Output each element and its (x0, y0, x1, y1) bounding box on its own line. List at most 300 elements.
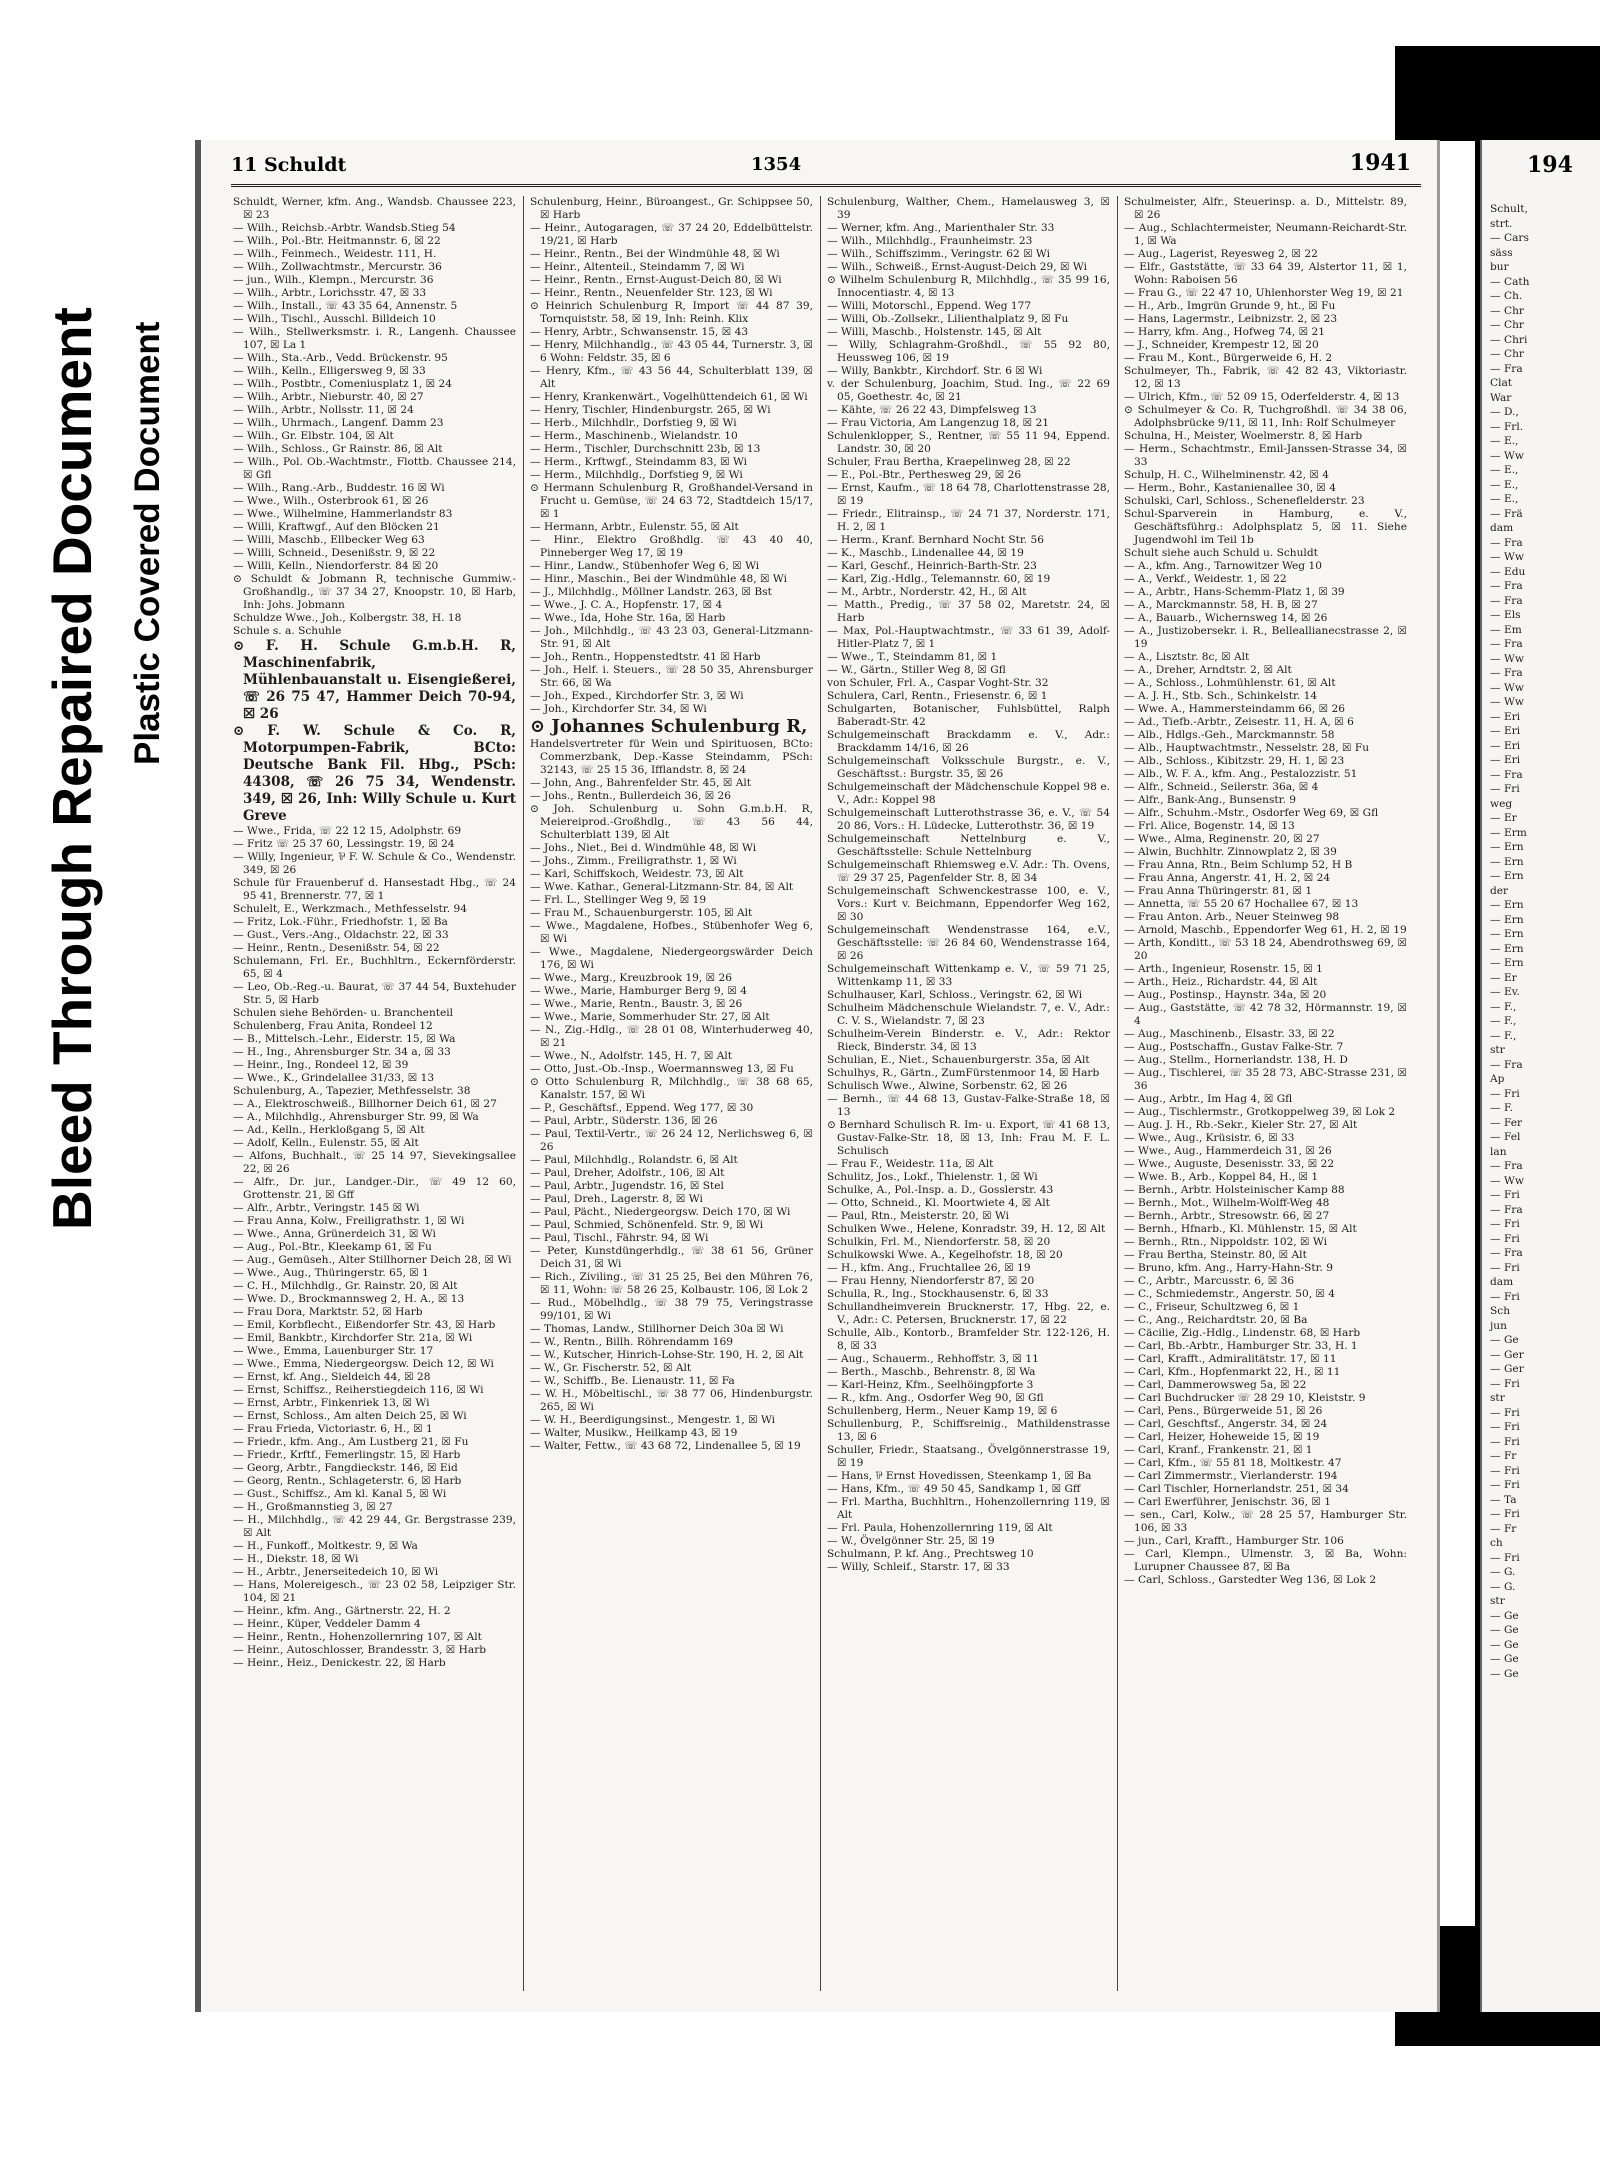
next-page-line: — Fri (1490, 1479, 1520, 1491)
next-page-line: — Fri (1490, 1290, 1520, 1303)
directory-entry: — Wilh., Milchhdlg., Fraunheimstr. 23 (827, 235, 1033, 247)
directory-entry: — Frau Bertha, Steinstr. 80, ☒ Alt (1124, 1249, 1307, 1261)
directory-entry: — W., Schiffb., Be. Lienaustr. 11, ☒ Fa (530, 1375, 735, 1387)
directory-entry: — Wwe., Wilh., Osterbrook 61, ☒ 26 (233, 495, 429, 507)
next-page-line: — E., (1490, 493, 1519, 505)
directory-entry: — Carl Ewerführer, Jenischstr. 36, ☒ 1 (1124, 1496, 1331, 1508)
next-page-line: — F., (1490, 1029, 1517, 1042)
directory-entry: von Schuler, Frl. A., Caspar Voght-Str. 32 (827, 677, 1049, 689)
directory-entry: — Bernh., Rtn., Nippoldstr. 102, ☒ Wi (1124, 1236, 1327, 1248)
next-page-line: — E., (1490, 435, 1519, 447)
next-page-line: — Fr (1490, 1450, 1517, 1462)
directory-entry: — Gust., Vers.-Ang., Oldachstr. 22, ☒ 33 (233, 929, 449, 941)
directory-entry: Schulmeister, Alfr., Steuerinsp. a. D., Mittelstr. 89, ☒ 26 (1124, 196, 1407, 221)
directory-entry: — Frau Henny, Niendorferstr 87, ☒ 20 (827, 1275, 1035, 1287)
directory-entry: — Heinr., Altenteil., Steindamm 7, ☒ Wi (530, 261, 745, 273)
directory-entry: Schulmeyer, Th., Fabrik, ☏ 42 82 43, Viktoriastr. 12, ☒ 13 (1124, 365, 1407, 390)
directory-entry: — Wwe., N., Adolfstr. 145, H. 7, ☒ Alt (530, 1050, 732, 1062)
next-page-line: — Frl. (1490, 420, 1524, 433)
directory-entry: — Wilh., Schiffszimm., Veringstr. 62 ☒ Wi (827, 248, 1051, 260)
directory-entry: — A., Verkf., Weidestr. 1, ☒ 22 (1124, 573, 1287, 585)
next-page-line: — D., (1490, 406, 1519, 418)
directory-entry: — Frau G., ☏ 22 47 10, Uhlenhorster Weg 19, ☒ 21 (1124, 287, 1404, 299)
directory-entry: — Wwe., Magdalene, Hofbes., Stübenhofer Weg 6, ☒ Wi (530, 920, 813, 945)
directory-entry: — Carl, Pens., Bürgerweide 51, ☒ 26 (1124, 1405, 1323, 1417)
next-page-line: — Fri (1490, 1421, 1520, 1433)
directory-entry: — Karl, Schiffskoch, Weidestr. 73, ☒ Alt (530, 868, 744, 880)
directory-column-2 (530, 196, 813, 1996)
directory-entry: — Wwe., Marie, Hamburger Berg 9, ☒ 4 (530, 985, 748, 997)
directory-entry: — K., Maschb., Lindenallee 44, ☒ 19 (827, 547, 1024, 559)
directory-entry: ⊙ Schuldt & Jobmann R, technische Gummiw.-Großhandlg., ☏ 37 34 27, Knoopstr. 10, ☒ Harb, Inh: Johs. Jobmann (233, 573, 516, 611)
directory-entry: — H., Arbtr., Jenerseitedeich 10, ☒ Wi (233, 1566, 439, 1578)
next-page-line: — Ev. (1490, 986, 1520, 998)
directory-entry: Schulkin, Frl. M., Niendorferstr. 58, ☒ 20 (827, 1236, 1051, 1248)
directory-entry: Schulmann, P. kf. Ang., Prechtsweg 10 (827, 1548, 1034, 1560)
directory-entry: — Emil, Korbflecht., Eißendorfer Str. 43, ☒ Harb (233, 1319, 496, 1331)
directory-entry: — Arnold, Maschb., Eppendorfer Weg 61, H. 2, ☒ 19 (1124, 924, 1407, 936)
directory-entry: — Wwe., Emma, Niedergeorgsw. Deich 12, ☒ Wi (233, 1358, 494, 1370)
directory-entry: — Wwe., J. C. A., Hopfenstr. 17, ☒ 4 (530, 599, 723, 611)
directory-entry: — Carl, Kfm., ☏ 55 81 18, Moltkestr. 47 (1124, 1457, 1342, 1469)
next-page-line: — Fra (1490, 594, 1523, 607)
directory-entry: — Wilh., Zollwachtmstr., Mercurstr. 36 (233, 261, 442, 273)
directory-entry: — Heinr., Autoschlosser, Brandesstr. 3, ☒ Harb (233, 1644, 487, 1656)
directory-entry: — Hinr., Maschin., Bei der Windmühle 48, ☒ Wi (530, 573, 787, 585)
next-page-line: — Er (1490, 812, 1517, 824)
next-page-line: — Eri (1490, 725, 1521, 737)
directory-entry: Schulisch Wwe., Alwine, Sorbenstr. 62, ☒ 26 (827, 1080, 1068, 1092)
directory-entry: — Paul, Rtn., Meisterstr. 20, ☒ Wi (827, 1210, 1010, 1222)
directory-entry: — Wwe., Aug., Hammerdeich 31, ☒ 26 (1124, 1145, 1332, 1157)
directory-entry: Schulian, E., Niet., Schauenburgerstr. 35a, ☒ Alt (827, 1054, 1090, 1066)
directory-entry: — Wilh., Tischl., Ausschl. Billdeich 10 (233, 313, 436, 325)
directory-entry: — Hans, Molereigesch., ☏ 23 02 58, Leipziger Str. 104, ☒ 21 (233, 1579, 516, 1604)
directory-entry: — Willi, Kraftwgf., Auf den Blöcken 21 (233, 521, 440, 533)
directory-entry: — Wwe. B., Arb., Koppel 84, H., ☒ 1 (1124, 1171, 1319, 1183)
sidebar-label-primary: Bleed Through Repaired Document (41, 307, 103, 1230)
directory-entry: — Hinr., Landw., Stübenhofer Weg 6, ☒ Wi (530, 560, 760, 572)
directory-entry: — Wilh., Rang.-Arb., Buddestr. 16 ☒ Wi (233, 482, 445, 494)
directory-entry: — Wilh., Arbtr., Lorichsstr. 47, ☒ 33 (233, 287, 427, 299)
directory-entry: — Willi, Kelln., Niendorferstr. 84 ☒ 20 (233, 560, 439, 572)
directory-entry: Schulemann, Frl. Er., Buchhltrn., Eckernförderstr. 65, ☒ 4 (233, 955, 516, 980)
next-page-line: lan (1490, 1145, 1507, 1158)
directory-entry: — Frau Anna Thüringerstr. 81, ☒ 1 (1124, 885, 1313, 897)
directory-entry: — Wilh., Install., ☏ 43 35 64, Annenstr. 5 (233, 300, 458, 312)
directory-entry: — Carl, Geschftsf., Angerstr. 34, ☒ 24 (1124, 1418, 1328, 1430)
directory-entry: — Harry, kfm. Ang., Hofweg 74, ☒ 21 (1124, 326, 1326, 338)
directory-entry: ⊙ Joh. Schulenburg u. Sohn G.m.b.H. R, Meiereiprod.-Großhdlg., ☏ 43 56 44, Schulterblatt 139, ☒ Alt (530, 803, 813, 841)
directory-column-3 (827, 196, 1110, 1996)
directory-entry: — Arth., Ingenieur, Rosenstr. 15, ☒ 1 (1124, 963, 1323, 975)
directory-entry: — Hinr., Elektro Großhdlg. ☏ 43 40 40, Pinneberger Weg 17, ☒ 19 (530, 534, 813, 559)
directory-entry: ⊙ Bernhard Schulisch R. Im- u. Export, ☏ 41 68 13, Gustav-Falke-Str. 18, ☒ 13, Inh: Frau M. F. L. Schulisch (827, 1119, 1110, 1157)
directory-entry: — Henry, Arbtr., Schwansenstr. 15, ☒ 43 (530, 326, 749, 338)
directory-column-4 (1124, 196, 1407, 1996)
directory-entry: — Frl. Alice, Bogenstr. 14, ☒ 13 (1124, 820, 1295, 832)
directory-entry: — Wilh., Uhrmach., Langenf. Damm 23 (233, 417, 444, 429)
next-page-line: strt. (1490, 217, 1513, 230)
directory-entry: — Walter, Fettw., ☏ 43 68 72, Lindenallee 5, ☒ 19 (530, 1440, 801, 1452)
directory-entry: — Heinr., kfm. Ang., Gärtnerstr. 22, H. 2 (233, 1605, 451, 1617)
directory-entry: — Paul, Arbtr., Jugendstr. 16, ☒ Stel (530, 1180, 724, 1192)
directory-entry: — Wwe., Aug., Krüsistr. 6, ☒ 33 (1124, 1132, 1295, 1144)
next-page-line: Ap (1490, 1073, 1505, 1085)
directory-entry: — Fritz ☏ 25 37 60, Lessingstr. 19, ☒ 24 (233, 838, 455, 850)
directory-entry: — Alwin, Buchhltr. Zinnowplatz 2, ☒ 39 (1124, 846, 1337, 858)
directory-entry: Schulgemeinschaft Nettelnburg e. V., Geschäftsstelle: Schule Nettelnburg (827, 833, 1110, 858)
next-page-line: — Ww (1490, 449, 1524, 462)
next-page-line: Schult, (1490, 203, 1528, 215)
directory-entry: — Frau M., Kont., Bürgerweide 6, H. 2 (1124, 352, 1333, 364)
next-page-line: War (1490, 391, 1512, 404)
directory-entry: — Wilh., Sta.-Arb., Vedd. Brückenstr. 95 (233, 352, 448, 364)
directory-entry: — Wwe., Auguste, Desenisstr. 33, ☒ 22 (1124, 1158, 1335, 1170)
directory-entry: — Otto, Schneid., Kl. Moortwiete 4, ☒ Alt (827, 1197, 1050, 1209)
next-page-line: — F., (1490, 1015, 1517, 1027)
directory-entry: — Aug., Schlachtermeister, Neumann-Reichardt-Str. 1, ☒ Wa (1124, 222, 1407, 247)
directory-entry: — Willi, Motorschl., Eppend. Weg 177 (827, 300, 1032, 312)
directory-entry: Schulelt, E., Werkzmach., Methfesselstr. 94 (233, 903, 468, 915)
next-page-line: Clat (1490, 377, 1513, 389)
next-page-line: — Fra (1490, 1160, 1523, 1172)
directory-entry: — Herm., Maschinenb., Wielandstr. 10 (530, 430, 738, 442)
directory-entry: Schulgarten, Botanischer, Fuhlsbüttel, Ralph Baberadt-Str. 42 (827, 703, 1110, 728)
sidebar-panel (0, 0, 185, 2177)
next-page-line: — Chr (1490, 348, 1524, 360)
next-page-line: — Ern (1490, 841, 1524, 853)
sidebar-label-secondary: Plastic Covered Document (128, 321, 167, 765)
next-page-column (1490, 202, 1598, 1681)
next-page-line: — Fri (1490, 1189, 1520, 1201)
header-left: 11 Schuldt (231, 154, 347, 176)
next-page-line: — Ge (1490, 1334, 1519, 1346)
next-page-line: — Fri (1490, 1464, 1520, 1477)
directory-entry: — Paul, Pächt., Niedergeorgsw. Deich 170, ☒ Wi (530, 1206, 791, 1218)
directory-entry: — Willy, Bankbtr., Kirchdorf. Str. 6 ☒ Wi (827, 365, 1043, 377)
directory-entry: — Aug., Maschinenb., Elsastr. 33, ☒ 22 (1124, 1028, 1335, 1040)
directory-entry: Schulenklopper, S., Rentner, ☏ 55 11 94, Eppend. Landstr. 30, ☒ 20 (827, 430, 1110, 455)
directory-entry: — Herm., Krftwgf., Steindamm 83, ☒ Wi (530, 456, 748, 468)
directory-entry: — N., Zig.-Hdlg., ☏ 28 01 08, Winterhuderweg 40, ☒ 21 (530, 1024, 813, 1049)
directory-entry: — Frl. L., Stellinger Weg 9, ☒ 19 (530, 894, 707, 906)
next-page-line: — Ge (1490, 1638, 1519, 1651)
directory-entry: — Kähte, ☏ 26 22 43, Dimpfelsweg 13 (827, 404, 1037, 416)
directory-entry: — Willi, Maschb., Ellbecker Weg 63 (233, 534, 425, 546)
directory-entry: — Georg, Rentn., Schlageterstr. 6, ☒ Harb (233, 1475, 462, 1487)
directory-entry: — Aug., Arbtr., Im Hag 4, ☒ Gfl (1124, 1093, 1293, 1105)
next-page-line: — Cars (1490, 232, 1529, 244)
directory-entry: — Gust., Schiffsz., Am kl. Kanal 5, ☒ Wi (233, 1488, 447, 1500)
directory-entry: — Frau M., Schauenburgerstr. 105, ☒ Alt (530, 907, 753, 919)
directory-entry: — Aug., Lagerist, Reyesweg 2, ☒ 22 (1124, 248, 1318, 260)
directory-entry: Schulhys, R., Gärtn., ZumFürstenmoor 14, ☒ Harb (827, 1067, 1100, 1079)
directory-entry: — Hans, Kfm., ☏ 49 50 45, Sandkamp 1, ☒ Gff (827, 1483, 1081, 1495)
directory-entry: — Wwe., Ida, Hohe Str. 16a, ☒ Harb (530, 612, 726, 624)
next-page-line: — Erm (1490, 826, 1527, 839)
next-page-line: — Ern (1490, 899, 1524, 911)
directory-entry: Schulgemeinschaft Wittenkamp e. V., ☏ 59 71 25, Wittenkamp 11, ☒ 33 (827, 963, 1110, 988)
directory-entry: — Heinr., Rentn., Neuenfelder Str. 123, ☒ Wi (530, 287, 773, 299)
directory-entry: — Wilh., Arbtr., Nollsstr. 11, ☒ 24 (233, 404, 414, 416)
next-page-line: — Fra (1490, 1247, 1523, 1259)
directory-entry: Schuller, Friedr., Staatsang., Övelgönnerstrasse 19, ☒ 19 (827, 1444, 1110, 1469)
next-page-line: — Fra (1490, 580, 1523, 592)
directory-column-1 (233, 196, 516, 1996)
directory-entry: Schuldze Wwe., Joh., Kolbergstr. 38, H. 18 (233, 612, 462, 624)
directory-entry: — A. J. H., Stb. Sch., Schinkelstr. 14 (1124, 690, 1318, 702)
directory-entry: — Bernh., Arbtr. Holsteinischer Kamp 88 (1124, 1184, 1345, 1196)
directory-entry: Schulle, Alb., Kontorb., Bramfelder Str. 122-126, H. 8, ☒ 33 (827, 1327, 1110, 1352)
directory-entry: — Wwe., Aug., Thüringerstr. 65, ☒ 1 (233, 1267, 429, 1279)
directory-entry: — Heinr., Rentn., Desenißstr. 54, ☒ 22 (233, 942, 440, 954)
directory-entry: — E., Pol.-Btr., Perthesweg 29, ☒ 26 (827, 469, 1022, 481)
directory-entry: — Aug. J. H., Rb.-Sekr., Kieler Str. 27, ☒ Alt (1124, 1119, 1358, 1131)
directory-entry: — H., Diekstr. 18, ☒ Wi (233, 1553, 359, 1565)
directory-entry: — Heinr., Rentn., Hohenzollernring 107, ☒ Alt (233, 1631, 482, 1643)
directory-entry: — Herm., Milchhdlg., Dorfstieg 9, ☒ Wi (530, 469, 743, 481)
directory-entry: — Friedr., Elitrainsp., ☏ 24 71 37, Norderstr. 171, H. 2, ☒ 1 (827, 508, 1110, 533)
directory-entry: — H., Milchhdlg., ☏ 42 29 44, Gr. Bergstrasse 239, ☒ Alt (233, 1514, 516, 1539)
directory-entry: — Wilh., Reichsb.-Arbtr. Wandsb.Stieg 54 (233, 222, 456, 234)
directory-entry: — Paul, Textil-Vertr., ☏ 26 24 12, Nerlichsweg 6, ☒ 26 (530, 1128, 813, 1153)
next-page-line: — Chri (1490, 333, 1528, 346)
directory-entry: — A., Elektroschweiß., Billhorner Deich 61, ☒ 27 (233, 1098, 497, 1110)
directory-entry: Schullandheimverein Brucknerstr. 17, Hbg. 22, e. V., Adr.: C. Petersen, Brucknerstr. 17, ☒ 22 (827, 1301, 1110, 1326)
next-page-line: — E., (1490, 478, 1519, 491)
directory-entry: — Alfr., Dr. jur., Landger.-Dir., ☏ 49 12 60, Grottenstr. 21, ☒ Gff (233, 1176, 516, 1201)
directory-entry: — Paul, Tischl., Fährstr. 94, ☒ Wi (530, 1232, 709, 1244)
directory-entry: — Wilh., Stellwerksmstr. i. R., Langenh. Chaussee 107, ☒ La 1 (233, 326, 516, 351)
directory-entry: — Paul, Arbtr., Süderstr. 136, ☒ 26 (530, 1115, 718, 1127)
directory-entry: Schuldt, Werner, kfm. Ang., Wandsb. Chaussee 223, ☒ 23 (233, 196, 516, 221)
next-page-line: — Frä (1490, 507, 1523, 520)
next-page-line: — Fra (1490, 667, 1523, 679)
directory-entry: — Karl-Heinz, Kfm., Seelhöingpforte 3 (827, 1379, 1034, 1391)
directory-entry: — Wwe. A., Hammersteindamm 66, ☒ 26 (1124, 703, 1345, 715)
directory-entry: — P., Geschäftsf., Eppend. Weg 177, ☒ 30 (530, 1102, 754, 1114)
directory-entry: — Willi, Schneid., Desenißstr. 9, ☒ 22 (233, 547, 436, 559)
directory-entry: — Frau Anton. Arb., Neuer Steinweg 98 (1124, 911, 1340, 923)
next-page-line: — Ch. (1490, 290, 1523, 302)
directory-entry: Schulenberg, Frau Anita, Rondeel 12 (233, 1020, 433, 1032)
column-divider (1117, 196, 1118, 1991)
directory-entry: — Frau Dora, Marktstr. 52, ☒ Harb (233, 1306, 423, 1318)
directory-entry: — Alb., Schloss., Kibitzstr. 29, H. 1, ☒ 23 (1124, 755, 1345, 767)
directory-entry: — Wwe., Emma, Lauenburger Str. 17 (233, 1345, 434, 1357)
next-page-line: dam (1490, 1276, 1514, 1288)
directory-entry: — Wwe., Wilhelmine, Hammerlandstr 83 (233, 508, 453, 520)
directory-entry: Schulgemeinschaft der Mädchenschule Koppel 98 e. V., Adr.: Koppel 98 (827, 781, 1110, 806)
column-divider (523, 196, 524, 1991)
directory-entry: — A., Lisztstr. 8c, ☒ Alt (1124, 651, 1250, 663)
directory-entry: — Wwe. D., Brockmannsweg 2, H. A., ☒ 13 (233, 1293, 465, 1305)
next-page-line: — Ge (1490, 1667, 1519, 1680)
next-page-line: — Eri (1490, 754, 1521, 766)
directory-entry: Schulitz, Jos., Lokf., Thielenstr. 1, ☒ Wi (827, 1171, 1038, 1183)
directory-entry: — Paul, Dreh., Lagerstr. 8, ☒ Wi (530, 1193, 703, 1205)
next-page-fragment (1480, 140, 1600, 2012)
directory-entry: — C., Schmiedemstr., Angerstr. 50, ☒ 4 (1124, 1288, 1336, 1300)
directory-entry: — Wwe., Marie, Rentn., Baustr. 3, ☒ 26 (530, 998, 743, 1010)
directory-entry: — A., Arbtr., Hans-Schemm-Platz 1, ☒ 39 (1124, 586, 1345, 598)
directory-entry: Schulenburg, Heinr., Büroangest., Gr. Schippsee 50, ☒ Harb (530, 196, 813, 221)
next-page-line: — Chr (1490, 304, 1524, 317)
directory-entry: — Ernst, Schiffsz., Reiherstiegdeich 116, ☒ Wi (233, 1384, 484, 1396)
directory-entry: Schulp, H. C., Wilhelminenstr. 42, ☒ 4 (1124, 469, 1329, 481)
directory-entry: — Henry, Milchhandlg., ☏ 43 05 44, Turnerstr. 3, ☒ 6 Wohn: Feldstr. 35, ☒ 6 (530, 339, 813, 364)
directory-entry: — Rich., Ziviling., ☏ 31 25 25, Bei den Mühren 76, ☒ 11, Wohn: ☏ 58 26 25, Kolbaustr. 106, ☒ Lok 2 (530, 1271, 813, 1296)
directory-entry: — Adolf, Kelln., Eulenstr. 55, ☒ Alt (233, 1137, 419, 1149)
next-page-line: — Fri (1490, 1232, 1520, 1245)
directory-entry: Schulski, Carl, Schloss., Scheneflelderstr. 23 (1124, 495, 1365, 507)
directory-entry: — Alfr., Schneid., Seilerstr. 36a, ☒ 4 (1124, 781, 1319, 793)
directory-entry: — Paul, Schmied, Schönenfeld. Str. 9, ☒ Wi (530, 1219, 764, 1231)
directory-entry: Handelsvertreter für Wein und Spirituosen, BCto: Commerzbank, Dep.-Kasse Steindamm, PSch: 32143, ☏ 25 15 36, Ifflandstr. 8, ☒ 24 (530, 738, 813, 776)
directory-entry: ⊙ Johannes Schulenburg R, (530, 716, 808, 737)
directory-entry: — Ernst, Arbtr., Finkenriek 13, ☒ Wi (233, 1397, 430, 1409)
directory-entry: — A., Bauarb., Wichernsweg 14, ☒ 26 (1124, 612, 1328, 624)
directory-entry: Schulgemeinschaft Brackdamm e. V., Adr.: Brackdamm 14/16, ☒ 26 (827, 729, 1110, 754)
next-page-line: — Ww (1490, 696, 1524, 708)
directory-entry: — Hans, Lagermstr., Leibnizstr. 2, ☒ 23 (1124, 313, 1338, 325)
next-page-line: — Eri (1490, 739, 1521, 752)
directory-entry: — W. H., Beerdigungsinst., Mengestr. 1, ☒ Wi (530, 1414, 776, 1426)
directory-entry: — sen., Carl, Kolw., ☏ 28 25 57, Hamburger Str. 106, ☒ 33 (1124, 1509, 1407, 1534)
directory-entry: — Herm., Schachtmstr., Emil-Janssen-Strasse 34, ☒ 33 (1124, 443, 1407, 468)
next-page-line: — F., (1490, 1000, 1517, 1013)
directory-entry: — Carl Buchdrucker ☏ 28 29 10, Kleiststr. 9 (1124, 1392, 1366, 1404)
next-page-line: — Ern (1490, 942, 1524, 955)
directory-entry: — H., kfm. Ang., Fruchtallee 26, ☒ 19 (827, 1262, 1031, 1274)
directory-entry: — C., Arbtr., Marcusstr. 6, ☒ 36 (1124, 1275, 1295, 1287)
directory-entry: — Heinr., Küper, Veddeler Damm 4 (233, 1618, 421, 1630)
directory-entry: — Leo, Ob.-Reg.-u. Baurat, ☏ 37 44 54, Buxtehuder Str. 5, ☒ Harb (233, 981, 516, 1006)
directory-entry: — Herm., Tischler, Durchschnitt 23b, ☒ 13 (530, 443, 761, 455)
directory-entry: Schulla, R., Ing., Stockhausenstr. 6, ☒ 33 (827, 1288, 1049, 1300)
directory-entry: — Wwe., Alma, Reginenstr. 20, ☒ 27 (1124, 833, 1320, 845)
next-page-line: — Cath (1490, 275, 1530, 288)
next-page-line: — Ger (1490, 1363, 1524, 1375)
next-page-line: — Fri (1490, 1087, 1520, 1100)
directory-entry: — John, Ang., Bahrenfelder Str. 45, ☒ Alt (530, 777, 751, 789)
next-page-line: — Fri (1490, 1435, 1520, 1448)
directory-entry: v. der Schulenburg, Joachim, Stud. Ing., ☏ 22 69 05, Goethestr. 4c, ☒ 21 (827, 378, 1110, 403)
directory-entry: — Emil, Bankbtr., Kirchdorfer Str. 21a, ☒ Wi (233, 1332, 473, 1344)
directory-entry: — Werner, kfm. Ang., Marienthaler Str. 33 (827, 222, 1055, 234)
directory-entry: — Carl, Krafft., Admiralitätstr. 17, ☒ 11 (1124, 1353, 1337, 1365)
directory-entry: Schult siehe auch Schuld u. Schuldt (1124, 547, 1318, 559)
directory-entry: — Bernh., ☏ 44 68 13, Gustav-Falke-Straße 18, ☒ 13 (827, 1093, 1110, 1118)
directory-entry: Schulgemeinschaft Volksschule Burgstr., e. V., Geschäftsst.: Burgstr. 35, ☒ 26 (827, 755, 1110, 780)
directory-entry: ⊙ Hermann Schulenburg R, Großhandel-Versand in Frucht u. Gemüse, ☏ 24 63 72, Stadtdeich 15/17, ☒ 1 (530, 482, 813, 520)
next-page-line: — Em (1490, 623, 1522, 636)
directory-entry: — Peter, Kunstdüngerhdlg., ☏ 38 61 56, Grüner Deich 31, ☒ Wi (530, 1245, 813, 1270)
directory-entry: — Alfr., Schuhm.-Mstr., Osdorfer Weg 69, ☒ Gfl (1124, 807, 1379, 819)
directory-entry: — Aug., Pol.-Btr., Kleekamp 61, ☒ Fu (233, 1241, 432, 1253)
directory-entry: — Frau Anna, Angerstr. 41, H. 2, ☒ 24 (1124, 872, 1331, 884)
next-page-line: — Ge (1490, 1624, 1519, 1636)
directory-entry: — Otto, Just.-Ob.-Insp., Woermannsweg 13, ☒ Fu (530, 1063, 794, 1075)
next-page-line: — Fra (1490, 1203, 1523, 1216)
directory-entry: — B., Mittelsch.-Lehr., Eiderstr. 15, ☒ Wa (233, 1033, 456, 1045)
next-page-line: — E., (1490, 464, 1519, 476)
directory-entry: — Herm., Kranf. Bernhard Nocht Str. 56 (827, 534, 1045, 546)
directory-entry: — J., Schneider, Krempestr 12, ☒ 20 (1124, 339, 1319, 351)
directory-entry: — W., Övelgönner Str. 25, ☒ 19 (827, 1535, 995, 1547)
directory-entry: — Johs., Zimm., Freiligrathstr. 1, ☒ Wi (530, 855, 737, 867)
next-page-line: — Fra (1490, 768, 1523, 781)
directory-entry: — Wwe., Frida, ☏ 22 12 15, Adolphstr. 69 (233, 825, 462, 837)
directory-entry: — Heinr., Rentn., Bei der Windmühle 48, ☒ Wi (530, 248, 780, 260)
page-header (231, 150, 1421, 187)
next-page-line: — Eri (1490, 710, 1521, 723)
directory-entry: — Wilh., Feinmech., Weidestr. 111, H. (233, 248, 437, 260)
directory-entry: Schulenburg, Walther, Chem., Hamelausweg 3, ☒ 39 (827, 196, 1110, 221)
next-page-line: — Ww (1490, 551, 1524, 563)
directory-entry: — Frau Frieda, Victoriastr. 6, H., ☒ 1 (233, 1423, 433, 1435)
directory-entry: — A., kfm. Ang., Tarnowitzer Weg 10 (1124, 560, 1322, 572)
directory-entry: — Heinr., Ing., Rondeel 12, ☒ 39 (233, 1059, 409, 1071)
directory-entry: — Joh., Rentn., Hoppenstedtstr. 41 ☒ Harb (530, 651, 761, 663)
directory-entry: — Hans, ⅌ Ernst Hovedissen, Steenkamp 1, ☒ Ba (827, 1470, 1092, 1482)
directory-entry: — C., Friseur, Schultzweg 6, ☒ 1 (1124, 1301, 1300, 1313)
next-page-line: — Ww (1490, 681, 1524, 694)
next-page-line: jun (1490, 1319, 1507, 1332)
directory-entry: — Aug., Gemüseh., Alter Stillhorner Deich 28, ☒ Wi (233, 1254, 512, 1266)
directory-entry: — Alfr., Bank-Ang., Bunsenstr. 9 (1124, 794, 1297, 806)
next-page-line: — Fri (1490, 1551, 1520, 1564)
next-page-line: — Fra (1490, 1058, 1523, 1071)
directory-entry: — W., Gärtn., Stiller Weg 8, ☒ Gfl (827, 664, 1006, 676)
directory-entry: — Arth., Heiz., Richardstr. 44, ☒ Alt (1124, 976, 1318, 988)
directory-entry: — Wwe. Kathar., General-Litzmann-Str. 84, ☒ Alt (530, 881, 794, 893)
directory-entry: — Arth, Konditt., ☏ 53 18 24, Abendrothsweg 69, ☒ 20 (1124, 937, 1407, 962)
directory-entry: — Wwe., Anna, Grünerdeich 31, ☒ Wi (233, 1228, 436, 1240)
directory-entry: — Berth., Maschb., Behrenstr. 8, ☒ Wa (827, 1366, 1036, 1378)
next-page-line: — Ge (1490, 1653, 1519, 1665)
directory-entry: — Ulrich, Kfm., ☏ 52 09 15, Oderfelderstr. 4, ☒ 13 (1124, 391, 1400, 403)
directory-entry: — Bernh., Arbtr., Stresowstr. 66, ☒ 27 (1124, 1210, 1330, 1222)
next-page-line: — Ern (1490, 957, 1524, 969)
directory-entry: — Friedr., Krftf., Femerlingstr. 15, ☒ Harb (233, 1449, 461, 1461)
directory-entry: — Paul, Milchhdlg., Rolandstr. 6, ☒ Alt (530, 1154, 738, 1166)
directory-entry: — Aug., Schauerm., Rehhoffstr. 3, ☒ 11 (827, 1353, 1039, 1365)
directory-entry: — Karl, Zig.-Hdlg., Telemannstr. 60, ☒ 19 (827, 573, 1051, 585)
directory-entry: Schule s. a. Schuhle (233, 625, 342, 637)
directory-entry: — Aug., Postinsp., Haynstr. 34a, ☒ 20 (1124, 989, 1327, 1001)
next-page-line: str (1490, 1392, 1505, 1404)
directory-entry: — A., Marckmannstr. 58, H. B, ☒ 27 (1124, 599, 1318, 611)
directory-entry: — Bernh., Hfnarb., Kl. Mühlenstr. 15, ☒ Alt (1124, 1223, 1357, 1235)
directory-entry: — Willi, Ob.-Zollsekr., Lilienthalplatz 9, ☒ Fu (827, 313, 1069, 325)
directory-entry: — Wilh., Arbtr., Nieburstr. 40, ☒ 27 (233, 391, 424, 403)
next-page-line: — Fer (1490, 1116, 1523, 1129)
directory-entry: — Wilh., Schweiß., Ernst-August-Deich 29, ☒ Wi (827, 261, 1087, 273)
directory-entry: — Fritz, Lok.-Führ., Friedhofstr. 1, ☒ Ba (233, 916, 448, 928)
directory-entry: — Thomas, Landw., Stillhorner Deich 30a ☒ Wi (530, 1323, 784, 1335)
next-page-line: — Ge (1490, 1609, 1519, 1622)
next-page-line: — Ww (1490, 1174, 1524, 1187)
directory-entry: Schulgemeinschaft Wendenstrasse 164, e.V., Geschäftsstelle: ☏ 26 84 60, Wendenstrasse 164, ☒ 26 (827, 924, 1110, 962)
directory-entry: — Heinr., Autogaragen, ☏ 37 24 20, Eddelbüttelstr. 19/21, ☒ Harb (530, 222, 813, 247)
directory-entry: — Wilh., Postbtr., Comeniusplatz 1, ☒ 24 (233, 378, 452, 390)
directory-entry: Schulgemeinschaft Rhiemsweg e.V. Adr.: Th. Ovens, ☏ 29 37 25, Pagenfelder Str. 8, ☒ 34 (827, 859, 1110, 884)
directory-entry: Schulkowski Wwe. A., Kegelhofstr. 18, ☒ 20 (827, 1249, 1063, 1261)
next-page-line: dam (1490, 522, 1514, 534)
directory-entry: — Joh., Milchhdlg., ☏ 43 23 03, General-Litzmann-Str. 91, ☒ Alt (530, 625, 813, 650)
